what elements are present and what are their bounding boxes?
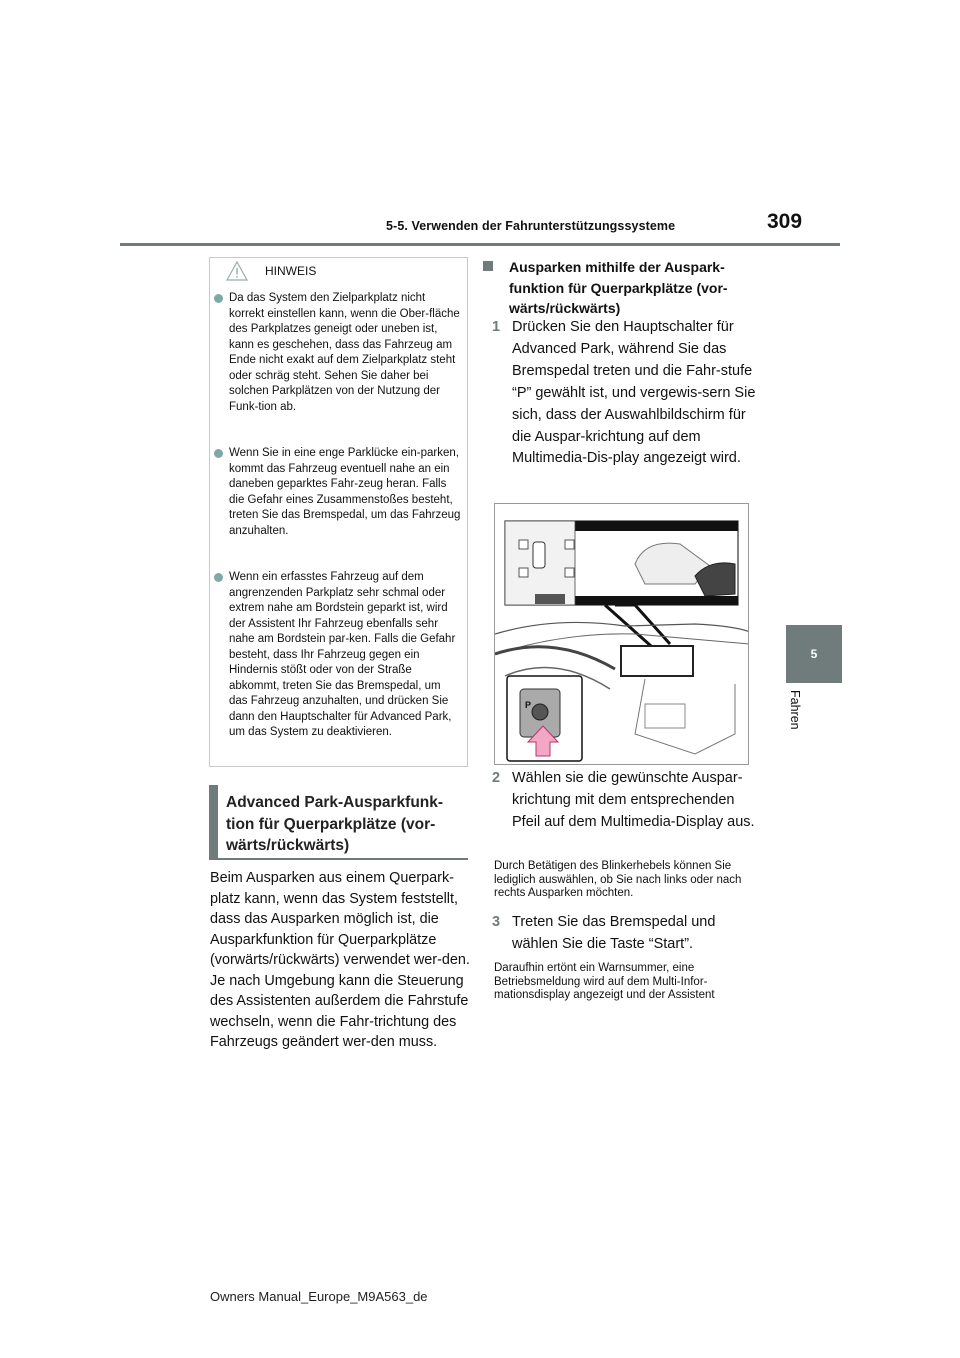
bullet-icon bbox=[214, 449, 223, 458]
bullet-icon bbox=[214, 294, 223, 303]
section-body: Beim Ausparken aus einem Querpark-platz kann, wenn das System feststellt, dass das Ausparken möglich ist, die Ausparkfunktion für Querparkplätze (vorwärts/rückwärts) verwendet wer-den. Je nach Umgebung kann die Steuerung des Assistenten außerdem die Fahrstufe wechseln, wenn die Fahr-trichtung des Fahrzeugs geändert wer-den muss. bbox=[210, 870, 470, 1050]
dashboard-illustration bbox=[494, 503, 749, 765]
step-2-note: Durch Betätigen des Blinkerhebels können Sie lediglich auswählen, ob Sie nach links oder nach rechts Ausparken möchten. bbox=[494, 860, 742, 899]
bullet-icon bbox=[214, 573, 223, 582]
p-switch-label: P bbox=[525, 700, 532, 710]
warning-icon bbox=[226, 261, 248, 286]
section-heading bbox=[209, 785, 468, 860]
note-title: HINWEIS bbox=[265, 264, 317, 278]
chapter-tab: 5 bbox=[786, 625, 842, 683]
footer-text: Owners Manual_Europe_M9A563_de bbox=[210, 1289, 428, 1304]
step-3: 3 Treten Sie das Bremspedal und wählen Sie die Taste “Start”. bbox=[492, 914, 716, 952]
page-number: 309 bbox=[767, 210, 803, 233]
note-item: Wenn Sie in eine enge Parklücke ein-parken, kommt das Fahrzeug eventuell nahe an ein daneben geparktes Fahr-zeug heran. Falls die Gefahr eines Zusammenstoßes besteht, treten Sie das Bremspedal, um das Fahrzeug anzuhalten. bbox=[214, 446, 459, 566]
running-header: 5-5. Verwenden der Fahrunterstützungssysteme bbox=[386, 219, 676, 233]
chapter-label: Fahren bbox=[788, 690, 802, 730]
square-bullet-icon bbox=[483, 261, 493, 271]
step-2: 2 Wählen sie die gewünschte Auspar-krichtung mit dem entsprechenden Pfeil auf dem Multimedia-Display aus. bbox=[492, 770, 755, 830]
header-rule bbox=[120, 243, 840, 246]
step-3-note: Daraufhin ertönt ein Warnsummer, eine Betriebsmeldung wird auf dem Multi-Infor-mationsdisplay angezeigt und der Assistent bbox=[494, 962, 715, 1001]
dashboard-drawing bbox=[495, 504, 749, 765]
step-1: 1 Drücken Sie den Hauptschalter für Advanced Park, während Sie das Bremspedal treten und die Fahr-stufe “P” gewählt ist, und vergewis-sern Sie sich, dass der Auswahlbildschirm für die Auspar-krichtung auf dem Multimedia-Dis-play angezeigt wird. bbox=[492, 319, 756, 467]
note-item: Wenn ein erfasstes Fahrzeug auf dem angrenzenden Parkplatz sehr schmal oder extrem nahe am Bordstein geparkt ist, wird der Assistent Ihr Fahrzeug ebenfalls sehr nahe am Bordstein par-ken. Falls die Gefahr besteht, dass Ihr Fahrzeug gegen ein Hindernis stößt oder von der Straße abkommt, treten Sie das Bremspedal, um das Fahrzeug anzuhalten, und drücken Sie dann den Hauptschalter für Advanced Park, um das System zu deaktivieren. bbox=[214, 570, 459, 765]
note-item: Da das System den Zielparkplatz nicht korrekt einstellen kann, wenn die Ober-fläche des Parkplatzes geneigt oder uneben ist, kann es geschehen, dass das Fahrzeug am Ende nicht exakt auf dem Zielparkplatz steht oder schräg steht. Sehen Sie daher bei solchen Parkplätzen von der Nutzung der Funk-tion ab. bbox=[214, 291, 459, 441]
section-title: Advanced Park-Ausparkfunk-tion für Querparkplätze (vor-wärts/rückwärts) bbox=[226, 794, 444, 854]
